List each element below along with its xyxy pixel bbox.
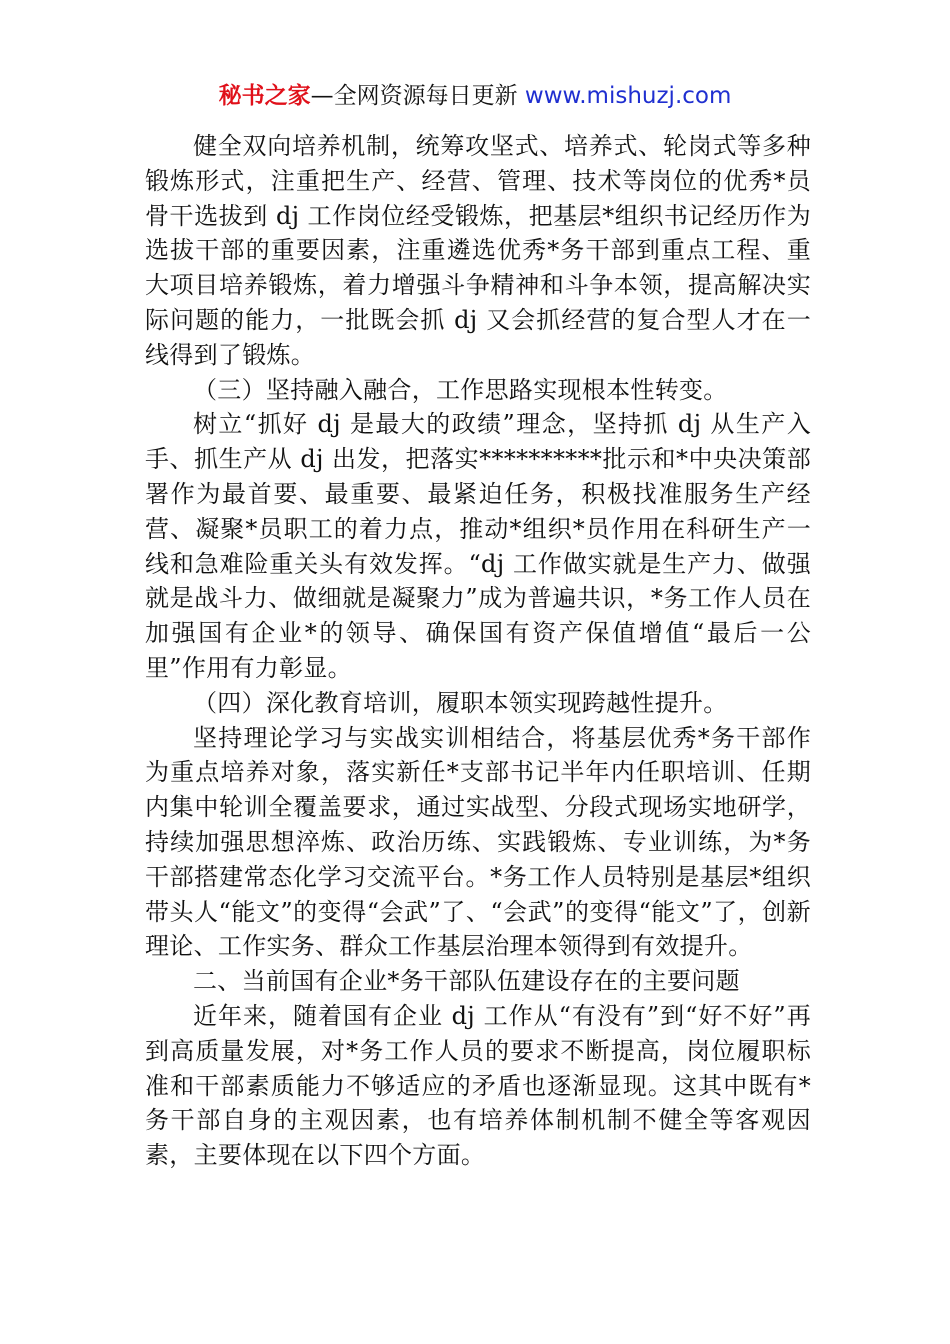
header-brand: 秘书之家 bbox=[218, 83, 311, 109]
section-heading-3: （三）坚持融入融合，工作思路实现根本性转变。 bbox=[193, 375, 728, 404]
section-heading-problems: 二、当前国有企业*务干部队伍建设存在的主要问题 bbox=[193, 967, 740, 996]
section-heading-4: （四）深化教育培训，履职本领实现跨越性提升。 bbox=[193, 688, 728, 717]
paragraph-training-mechanism: 健全双向培养机制，统筹攻坚式、培养式、轮岗式等多种锻炼形式，注重把生产、经营、管理、技术等岗位的优秀*员骨干选拔到 dj 工作岗位经受锻炼，把基层*组织书记经历作为选拔干部的重要因素，注重遴选优秀*务干部到重点工程、重大项目培养锻炼，着力增强斗争精神和斗争本领，提高解决实际问题的能力，一批既会抓 dj 又会抓经营的复合型人才在一线得到了锻炼。 bbox=[145, 132, 811, 369]
site-header bbox=[0, 80, 950, 112]
header-tagline: —全网资源每日更新 bbox=[310, 83, 525, 109]
document-body bbox=[145, 129, 811, 1173]
paragraph-problems-intro: 近年来，随着国有企业 dj 工作从“有没有”到“好不好”再到高质量发展，对*务工作人员的要求不断提高，岗位履职标准和干部素质能力不够适应的矛盾也逐渐显现。这其中既有*务干部自身的主观因素，也有培养体制机制不健全等客观因素，主要体现在以下四个方面。 bbox=[145, 1001, 811, 1170]
paragraph-education: 坚持理论学习与实战实训相结合，将基层优秀*务干部作为重点培养对象，落实新任*支部书记半年内任职培训、任期内集中轮训全覆盖要求，通过实战型、分段式现场实地研学，持续加强思想淬炼、政治历练、实践锻炼、专业训练，为*务干部搭建常态化学习交流平台。*务工作人员特别是基层*组织带头人“能文”的变得“会武”了、“会武”的变得“能文”了，创新理论、工作实务、群众工作基层治理本领得到有效提升。 bbox=[145, 723, 811, 961]
header-url[interactable]: www.mishuzj.com bbox=[524, 83, 732, 109]
paragraph-integration: 树立“抓好 dj 是最大的政绩”理念，坚持抓 dj 从生产入手、抓生产从 dj 出发，把落实**********批示和*中央决策部署作为最首要、最重要、最紧迫任务，积极找准服务生产经营、凝聚*员职工的着力点，推动*组织*员作用在科研生产一线和急难险重关头有效发挥。“dj 工作做实就是生产力、做强就是战斗力、做细就是凝聚力”成为普遍共识，*务工作人员在加强国有企业*的领导、确保国有资产保值增值“最后一公里”作用有力彰显。 bbox=[145, 410, 811, 682]
